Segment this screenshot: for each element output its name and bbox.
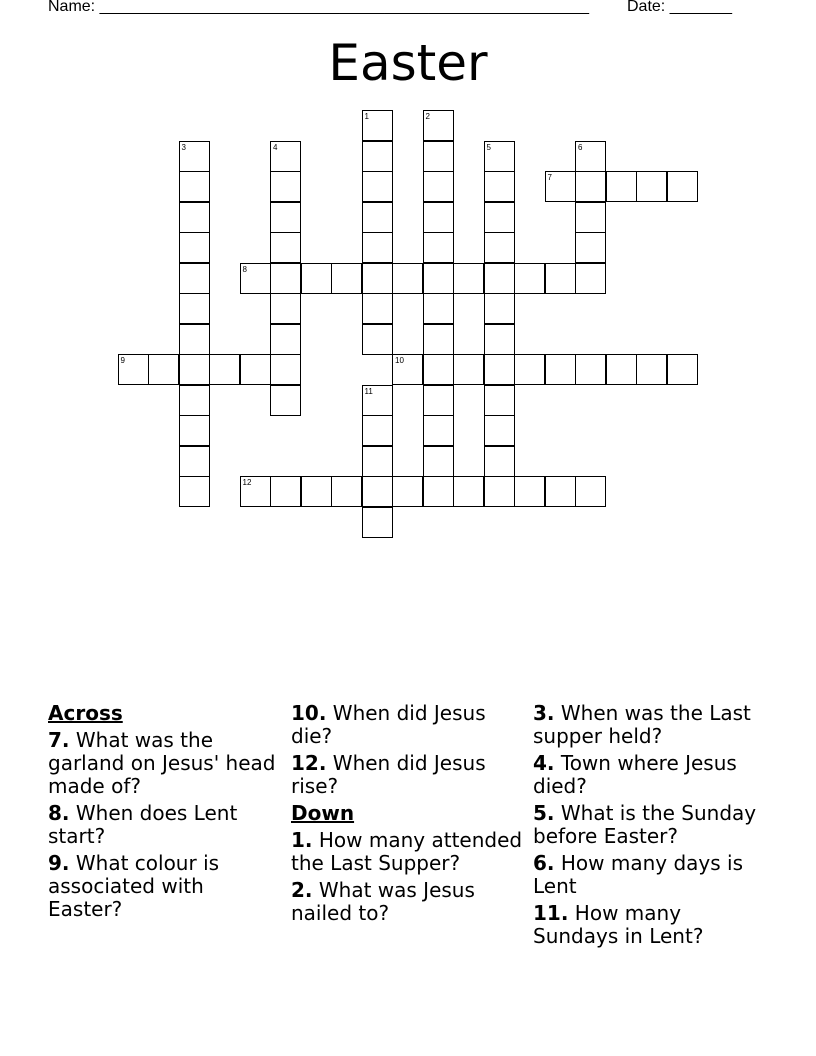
clue-number-label: 12 xyxy=(242,478,252,487)
grid-cell xyxy=(423,476,454,507)
clue-number: 12. xyxy=(291,751,327,775)
grid-cell xyxy=(575,141,606,172)
clue-number: 1. xyxy=(291,828,313,852)
clue-number-label: 4 xyxy=(273,142,278,152)
clue-number: 3. xyxy=(533,701,555,725)
clue-number: 2. xyxy=(291,878,313,902)
down-heading: Down xyxy=(291,801,355,825)
clue-text: What colour is associated with Easter? xyxy=(48,851,220,921)
grid-cell xyxy=(575,232,606,263)
grid-cell xyxy=(362,171,393,202)
clue-text: How many attended the Last Supper? xyxy=(291,828,523,875)
grid-cell xyxy=(179,263,210,294)
clue-number: 7. xyxy=(48,728,70,752)
grid-cell xyxy=(423,263,454,294)
grid-cell xyxy=(179,202,210,233)
grid-cell xyxy=(453,476,484,507)
clue-text: What was the garland on Jesus' head made of? xyxy=(48,728,276,798)
grid-cell xyxy=(179,476,210,507)
page-title: Easter xyxy=(328,34,488,92)
clues-column-1 xyxy=(48,702,283,925)
grid-cell xyxy=(423,446,454,477)
grid-cell xyxy=(423,171,454,202)
grid-cell xyxy=(179,293,210,324)
clue-number: 5. xyxy=(533,801,555,825)
grid-cell xyxy=(484,171,515,202)
clue-number: 8. xyxy=(48,801,70,825)
clue-number-label: 9 xyxy=(120,356,125,365)
clue-number-label: 6 xyxy=(578,142,583,152)
grid-cell xyxy=(423,415,454,446)
clue-down-3 xyxy=(533,702,768,748)
clue-text: When was the Last supper held? xyxy=(533,701,751,748)
grid-cell xyxy=(423,354,454,385)
grid-cell xyxy=(484,415,515,446)
clue-down-4 xyxy=(533,752,768,798)
grid-cell xyxy=(484,141,515,172)
grid-cell xyxy=(270,324,301,355)
grid-cell xyxy=(392,354,423,385)
grid-cell xyxy=(179,415,210,446)
clue-number: 4. xyxy=(533,751,555,775)
grid-cell xyxy=(362,141,393,172)
grid-cell xyxy=(301,476,332,507)
clue-across-12 xyxy=(291,752,526,798)
grid-cell xyxy=(423,324,454,355)
clue-across-8 xyxy=(48,802,283,848)
grid-cell xyxy=(636,354,667,385)
clue-number-label: 8 xyxy=(242,264,247,274)
grid-cell xyxy=(423,141,454,172)
clue-number-label: 7 xyxy=(547,173,552,182)
clue-down-5 xyxy=(533,802,768,848)
grid-cell xyxy=(484,293,515,324)
grid-cell xyxy=(423,385,454,416)
grid-cell xyxy=(606,171,637,202)
clue-number: 6. xyxy=(533,851,555,875)
clue-number-label: 1 xyxy=(364,112,369,121)
grid-cell xyxy=(636,171,667,202)
clue-number: 11. xyxy=(533,901,569,925)
grid-cell xyxy=(575,476,606,507)
date-field-label: Date: _______ xyxy=(627,0,732,15)
grid-cell xyxy=(179,385,210,416)
grid-cell xyxy=(667,354,698,385)
grid-cell xyxy=(362,324,393,355)
grid-cell xyxy=(484,476,515,507)
grid-cell xyxy=(484,354,515,385)
clue-text: Town where Jesus died? xyxy=(533,751,737,798)
grid-cell xyxy=(484,324,515,355)
grid-cell xyxy=(270,476,301,507)
grid-cell xyxy=(453,354,484,385)
grid-cell xyxy=(362,110,393,141)
clue-number-label: 5 xyxy=(486,142,491,152)
clue-across-7 xyxy=(48,729,283,798)
grid-cell xyxy=(575,171,606,202)
clue-text: How many Sundays in Lent? xyxy=(533,901,704,948)
clue-number-label: 2 xyxy=(425,112,430,121)
grid-cell xyxy=(545,476,576,507)
grid-cell xyxy=(240,263,271,294)
clue-down-11 xyxy=(533,902,768,948)
grid-cell xyxy=(514,476,545,507)
clue-text: How many days is Lent xyxy=(533,851,744,898)
grid-cell xyxy=(484,232,515,263)
grid-cell xyxy=(545,354,576,385)
grid-cell xyxy=(484,263,515,294)
grid-cell xyxy=(392,476,423,507)
grid-cell xyxy=(301,263,332,294)
grid-cell xyxy=(423,293,454,324)
grid-cell xyxy=(179,354,210,385)
clue-number-label: 10 xyxy=(395,356,404,365)
grid-cell xyxy=(362,476,393,507)
grid-cell xyxy=(484,446,515,477)
grid-cell xyxy=(514,354,545,385)
name-field-label: Name: _______________________________________________________ xyxy=(48,0,589,15)
grid-cell xyxy=(484,385,515,416)
grid-cell xyxy=(606,354,637,385)
grid-cell xyxy=(575,263,606,294)
grid-cell xyxy=(545,263,576,294)
grid-cell xyxy=(423,232,454,263)
clue-text: What is the Sunday before Easter? xyxy=(533,801,757,848)
grid-cell xyxy=(362,385,393,416)
grid-cell xyxy=(575,354,606,385)
grid-cell xyxy=(575,202,606,233)
clue-text: When does Lent start? xyxy=(48,801,238,848)
clue-number: 10. xyxy=(291,701,327,725)
grid-cell xyxy=(240,476,271,507)
grid-cell xyxy=(362,232,393,263)
clues-column-3 xyxy=(533,702,768,952)
grid-cell xyxy=(484,202,515,233)
grid-cell xyxy=(270,171,301,202)
clue-down-2 xyxy=(291,879,526,925)
grid-cell xyxy=(179,324,210,355)
grid-cell xyxy=(148,354,179,385)
grid-cell xyxy=(667,171,698,202)
grid-cell xyxy=(270,232,301,263)
grid-cell xyxy=(240,354,271,385)
grid-cell xyxy=(270,202,301,233)
clue-text: When did Jesus die? xyxy=(291,701,486,748)
grid-cell xyxy=(270,293,301,324)
grid-cell xyxy=(362,263,393,294)
grid-cell xyxy=(392,263,423,294)
grid-cell xyxy=(362,446,393,477)
grid-cell xyxy=(362,202,393,233)
grid-cell xyxy=(331,476,362,507)
clue-number: 9. xyxy=(48,851,70,875)
grid-cell xyxy=(423,202,454,233)
across-heading: Across xyxy=(48,701,123,725)
grid-cell xyxy=(362,507,393,538)
grid-cell xyxy=(179,171,210,202)
grid-cell xyxy=(545,171,576,202)
grid-cell xyxy=(453,263,484,294)
grid-cell xyxy=(209,354,240,385)
clues-column-2 xyxy=(291,702,526,929)
grid-cell xyxy=(179,141,210,172)
grid-cell xyxy=(270,385,301,416)
grid-cell xyxy=(179,446,210,477)
grid-cell xyxy=(362,293,393,324)
grid-cell xyxy=(118,354,149,385)
grid-cell xyxy=(179,232,210,263)
clue-across-9 xyxy=(48,852,283,921)
grid-cell xyxy=(423,110,454,141)
grid-cell xyxy=(514,263,545,294)
grid-cell xyxy=(270,354,301,385)
clue-down-1 xyxy=(291,829,526,875)
grid-cell xyxy=(331,263,362,294)
clue-text: When did Jesus rise? xyxy=(291,751,486,798)
grid-cell xyxy=(270,263,301,294)
grid-cell xyxy=(362,415,393,446)
clue-down-6 xyxy=(533,852,768,898)
clue-text: What was Jesus nailed to? xyxy=(291,878,475,925)
clue-across-10 xyxy=(291,702,526,748)
clue-number-label: 11 xyxy=(364,386,373,396)
clue-number-label: 3 xyxy=(181,142,186,152)
grid-cell xyxy=(270,141,301,172)
